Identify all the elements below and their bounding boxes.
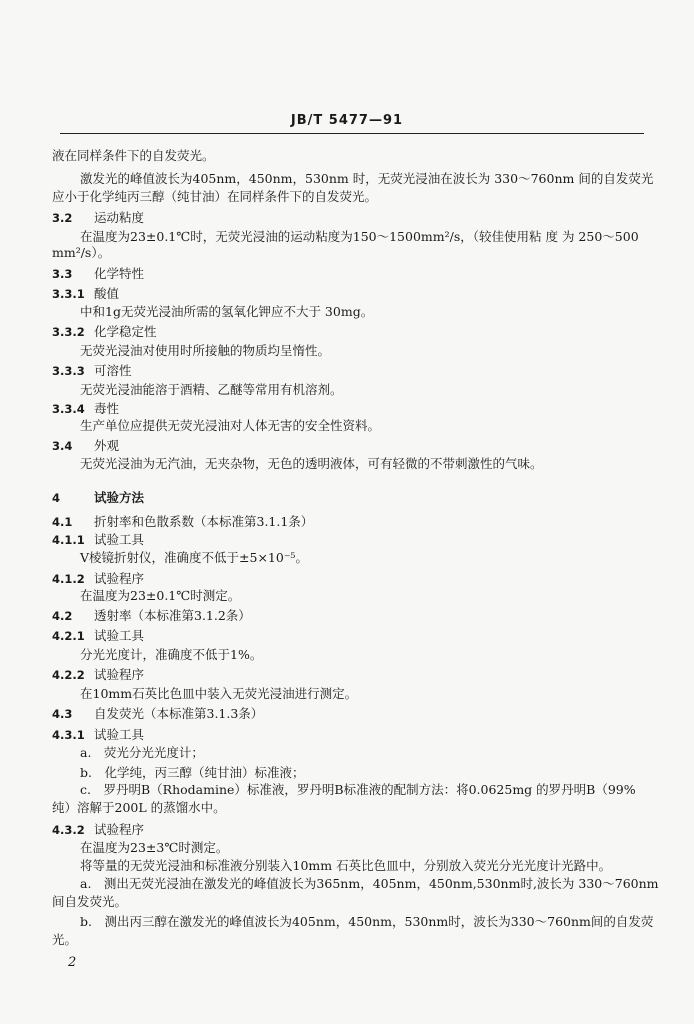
section-number: 4.1.1	[52, 533, 85, 547]
paragraph-line	[52, 189, 377, 205]
line-text: 在温度为23±3℃时测定。	[80, 840, 229, 855]
line-text: 在10mm石英比色皿中装入无荧光浸油进行测定。	[80, 686, 358, 701]
paragraph-line	[80, 914, 653, 930]
section-title: 试验工具	[94, 727, 145, 742]
section-heading	[52, 210, 144, 226]
line-text: mm²/s）。	[52, 245, 111, 260]
section-heading	[52, 571, 144, 587]
section-heading	[52, 532, 144, 548]
section-number: 4.3	[52, 707, 73, 721]
line-text: 无荧光浸油对使用时所接触的物质均呈惰性。	[80, 343, 331, 358]
section-heading	[52, 324, 157, 340]
section-heading	[52, 438, 119, 454]
section-title: 可溶性	[94, 363, 132, 378]
section-heading	[52, 608, 251, 624]
section-title: 运动粘度	[94, 210, 145, 225]
paragraph-line	[80, 229, 639, 245]
line-text: 激发光的峰值波长为405nm，450nm，530nm 时，无荧光浸油在波长为 330～760nm 间的自发荧光	[80, 171, 654, 186]
section-number: 4.3.1	[52, 728, 85, 742]
paragraph-line	[80, 456, 543, 472]
paragraph-line	[52, 932, 77, 948]
page-number: 2	[68, 955, 77, 970]
paragraph-line	[80, 343, 330, 359]
section-title: 试验程序	[94, 571, 145, 586]
section-title: 试验程序	[94, 667, 145, 682]
section-heading	[52, 727, 144, 743]
section-title: 试验工具	[94, 532, 145, 547]
paragraph-line	[80, 418, 380, 434]
section-number: 3.4	[52, 439, 73, 453]
section-heading	[52, 266, 144, 282]
section-title: 试验工具	[94, 628, 145, 643]
line-text: 生产单位应提供无荧光浸油对人体无害的安全性资料。	[80, 418, 381, 433]
section-number: 4	[52, 491, 61, 505]
line-text: c. 罗丹明B（Rhodamine）标准液，罗丹明B标准液的配制方法：将0.0625mg 的罗丹明B（99%	[80, 782, 636, 797]
section-number: 3.3.3	[52, 364, 85, 378]
section-number: 4.1	[52, 515, 73, 529]
paragraph-line	[80, 876, 659, 892]
section-title: 透射率（本标准第3.1.2条）	[94, 608, 251, 623]
paragraph-line	[80, 840, 228, 856]
paragraph-line	[80, 304, 373, 320]
paragraph-line	[80, 550, 308, 566]
line-text: 无荧光浸油为无汽油，无夹杂物，无色的透明液体，可有轻微的不带刺激性的气味。	[80, 456, 543, 471]
paragraph-line	[52, 148, 215, 164]
section-heading	[52, 667, 144, 683]
line-text: 液在同样条件下的自发荧光。	[52, 148, 215, 163]
line-text: 光。	[52, 932, 78, 947]
section-title: 酸值	[94, 286, 120, 301]
section-number: 3.3.2	[52, 325, 85, 339]
section-title: 试验方法	[94, 490, 145, 505]
paragraph-line	[80, 782, 636, 798]
paragraph-line	[80, 686, 357, 702]
line-text: 将等量的无荧光浸油和标准液分别装入10mm 石英比色皿中，分别放入荧光分光光度计光路中。	[80, 858, 612, 873]
section-heading	[52, 628, 144, 644]
section-heading	[52, 706, 263, 722]
section-title: 毒性	[94, 401, 120, 416]
section-number: 4.2.1	[52, 629, 85, 643]
line-text: 在温度为23±0.1℃时，无荧光浸油的运动粘度为150～1500mm²/s，（较佳使用粘 度 为 250～500	[80, 229, 639, 244]
line-text: 中和1g无荧光浸油所需的氢氧化钾应不大于 30mg。	[80, 304, 374, 319]
section-heading	[52, 401, 119, 417]
line-text: a. 荧光分光光度计；	[80, 745, 204, 760]
section-number: 3.3.4	[52, 402, 85, 416]
section-number: 3.3.1	[52, 287, 85, 301]
line-text: 分光光度计，准确度不低于1%。	[80, 647, 263, 662]
paragraph-line	[52, 245, 110, 261]
section-title: 折射率和色散系数（本标准第3.1.1条）	[94, 514, 314, 529]
paragraph-line	[80, 765, 304, 781]
section-number: 4.2.2	[52, 668, 85, 682]
paragraph-line	[80, 171, 653, 187]
section-title: 外观	[94, 438, 120, 453]
document-header: JB/T 5477—91	[290, 113, 404, 128]
section-heading	[52, 822, 144, 838]
section-number: 4.2	[52, 609, 73, 623]
section-title: 化学稳定性	[94, 324, 157, 339]
paragraph-line	[80, 647, 262, 663]
section-title: 化学特性	[94, 266, 145, 281]
paragraph-line	[52, 800, 226, 816]
section-heading	[52, 286, 119, 302]
section-number: 4.3.2	[52, 823, 85, 837]
line-text: 纯）溶解于200L 的蒸馏水中。	[52, 800, 226, 815]
section-number: 3.3	[52, 267, 73, 281]
line-text: 无荧光浸油能溶于酒精、乙醚等常用有机溶剂。	[80, 382, 343, 397]
paragraph-line	[80, 382, 343, 398]
line-text: 应小于化学纯丙三醇（纯甘油）在同样条件下的自发荧光。	[52, 189, 378, 204]
line-text: a. 测出无荧光浸油在激发光的峰值波长为365nm，405nm，450nm,530nm时,波长为 330～760nm	[80, 876, 659, 891]
section-heading	[52, 490, 144, 506]
section-number: 4.1.2	[52, 572, 85, 586]
paragraph-line	[80, 588, 240, 604]
section-heading	[52, 363, 132, 379]
section-number: 3.2	[52, 211, 73, 225]
paragraph-line	[52, 894, 127, 910]
line-text: V棱镜折射仪，准确度不低于±5×10⁻⁵。	[80, 550, 308, 565]
paragraph-line	[80, 858, 611, 874]
line-text: b. 化学纯，丙三醇（纯甘油）标准液；	[80, 765, 305, 780]
paragraph-line	[80, 745, 204, 761]
section-heading	[52, 514, 313, 530]
line-text: b. 测出丙三醇在激发光的峰值波长为405nm，450nm，530nm时，波长为330～760nm间的自发荧	[80, 914, 654, 929]
header-rule	[60, 133, 644, 134]
line-text: 在温度为23±0.1℃时测定。	[80, 588, 241, 603]
section-title: 自发荧光（本标准第3.1.3条）	[94, 706, 264, 721]
section-title: 试验程序	[94, 822, 145, 837]
line-text: 间自发荧光。	[52, 894, 128, 909]
